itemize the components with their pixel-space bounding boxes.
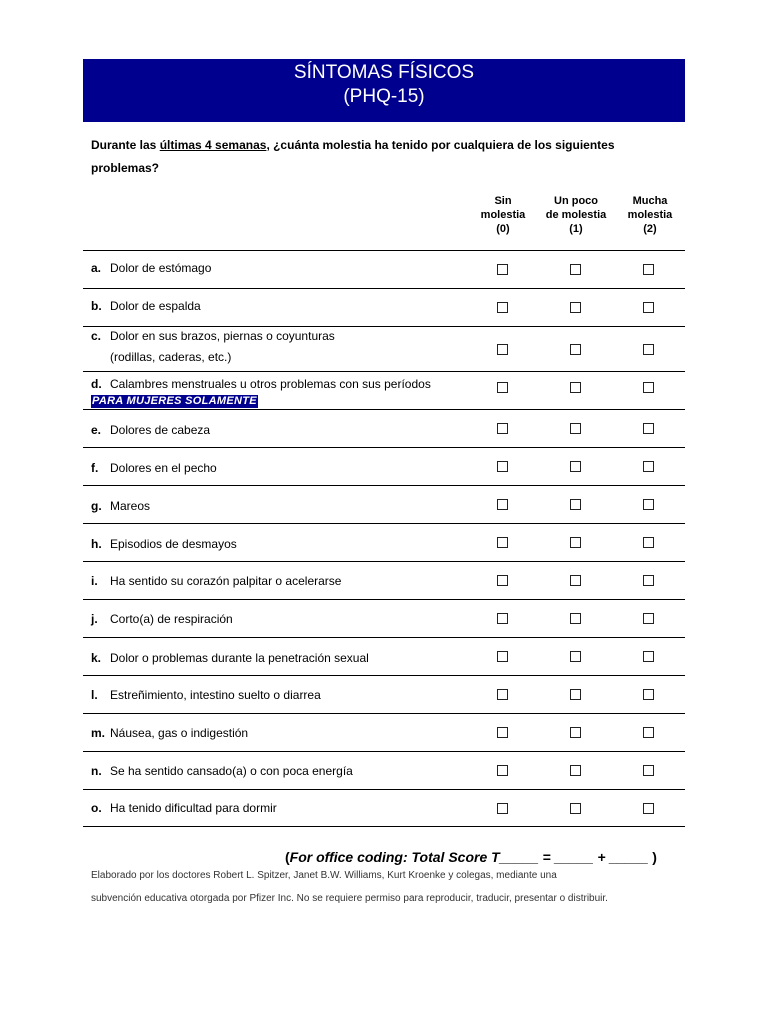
- instructions-period: últimas 4 semanas: [159, 138, 267, 152]
- checkbox-h-0[interactable]: [497, 537, 508, 548]
- symptom-item: [91, 798, 277, 819]
- checkbox-h-2[interactable]: [643, 537, 654, 548]
- checkbox-g-0[interactable]: [497, 499, 508, 510]
- item-text: Calambres menstruales u otros problemas con sus períodos: [110, 377, 431, 391]
- row-divider: [83, 675, 685, 676]
- item-text: Dolor de estómago: [110, 261, 212, 275]
- item-letter: l.: [91, 688, 98, 702]
- checkbox-a-0[interactable]: [497, 264, 508, 275]
- item-letter: i.: [91, 574, 98, 588]
- row-divider: [83, 371, 685, 372]
- checkbox-n-2[interactable]: [643, 765, 654, 776]
- checkbox-e-2[interactable]: [643, 423, 654, 434]
- item-letter: m.: [91, 726, 106, 740]
- column-header-line: (1): [569, 223, 583, 235]
- symptom-item: [91, 258, 211, 279]
- checkbox-o-1[interactable]: [570, 803, 581, 814]
- item-text: Episodios de desmayos: [110, 537, 237, 551]
- item-letter: a.: [91, 261, 102, 275]
- column-header-line: Sin: [494, 195, 512, 207]
- instructions-part1: Durante las: [91, 138, 160, 152]
- item-text: Dolores en el pecho: [110, 461, 217, 475]
- item-subtext: (rodillas, caderas, etc.): [110, 350, 232, 364]
- checkbox-m-0[interactable]: [497, 727, 508, 738]
- item-text: Náusea, gas o indigestión: [110, 726, 249, 740]
- checkbox-d-0[interactable]: [497, 382, 508, 393]
- item-letter: o.: [91, 801, 102, 815]
- checkbox-j-2[interactable]: [643, 613, 654, 624]
- checkbox-i-2[interactable]: [643, 575, 654, 586]
- item-letter: j.: [91, 612, 98, 626]
- row-divider: [83, 599, 685, 600]
- item-letter: h.: [91, 537, 102, 551]
- symptom-item: [91, 534, 237, 555]
- row-divider: [83, 561, 685, 562]
- item-text: Estreñimiento, intestino suelto o diarrea: [110, 688, 321, 702]
- symptom-item: [91, 761, 353, 782]
- item-letter: d.: [91, 377, 102, 391]
- checkbox-c-1[interactable]: [570, 344, 581, 355]
- checkbox-k-0[interactable]: [497, 651, 508, 662]
- checkbox-i-0[interactable]: [497, 575, 508, 586]
- column-header-line: molestia: [480, 209, 526, 221]
- checkbox-c-0[interactable]: [497, 344, 508, 355]
- checkbox-l-1[interactable]: [570, 689, 581, 700]
- checkbox-i-1[interactable]: [570, 575, 581, 586]
- checkbox-b-2[interactable]: [643, 302, 654, 313]
- item-letter: n.: [91, 764, 102, 778]
- item-text: Dolor en sus brazos, piernas o coyunturas: [110, 329, 335, 343]
- row-divider: [83, 409, 685, 410]
- row-divider: [83, 485, 685, 486]
- column-header-line: molestia: [627, 209, 673, 221]
- symptom-item: [91, 685, 321, 706]
- checkbox-d-1[interactable]: [570, 382, 581, 393]
- checkbox-b-1[interactable]: [570, 302, 581, 313]
- footer-line: subvención educativa otorgada por Pfizer Inc. No se requiere permiso para reproducir, traducir, presentar o distribuir.: [91, 893, 608, 904]
- symptom-item: [91, 496, 150, 517]
- checkbox-k-1[interactable]: [570, 651, 581, 662]
- office-coding: [285, 849, 657, 865]
- checkbox-h-1[interactable]: [570, 537, 581, 548]
- column-header-line: Un poco: [554, 195, 598, 207]
- symptom-item: [91, 723, 248, 744]
- checkbox-j-0[interactable]: [497, 613, 508, 624]
- row-divider: [83, 250, 685, 251]
- women-only-note: PARA MUJERES SOLAMENTE: [92, 395, 257, 407]
- item-letter: b.: [91, 299, 102, 313]
- item-text: Dolor o problemas durante la penetración sexual: [110, 651, 369, 665]
- column-header-line: Mucha: [632, 195, 668, 207]
- checkbox-m-1[interactable]: [570, 727, 581, 738]
- row-divider: [83, 751, 685, 752]
- office-coding-label: For office coding: Total Score T_____ = _____ + _____: [289, 849, 649, 865]
- checkbox-m-2[interactable]: [643, 727, 654, 738]
- column-header-line: (2): [643, 223, 657, 235]
- checkbox-e-1[interactable]: [570, 423, 581, 434]
- checkbox-n-0[interactable]: [497, 765, 508, 776]
- row-divider: [83, 447, 685, 448]
- footer-credits: [91, 864, 691, 910]
- symptom-item: [91, 609, 233, 630]
- item-text: Corto(a) de respiración: [110, 612, 233, 626]
- row-divider: [83, 637, 685, 638]
- checkbox-e-0[interactable]: [497, 423, 508, 434]
- checkbox-o-2[interactable]: [643, 803, 654, 814]
- checkbox-l-2[interactable]: [643, 689, 654, 700]
- symptom-item: [91, 420, 210, 441]
- item-letter: g.: [91, 499, 102, 513]
- checkbox-g-1[interactable]: [570, 499, 581, 510]
- column-header-line: (0): [496, 223, 510, 235]
- checkbox-d-2[interactable]: [643, 382, 654, 393]
- page-title: SÍNTOMAS FÍSICOS: [293, 62, 475, 83]
- checkbox-n-1[interactable]: [570, 765, 581, 776]
- item-letter: e.: [91, 423, 102, 437]
- checkbox-a-1[interactable]: [570, 264, 581, 275]
- row-divider: [83, 713, 685, 714]
- checkbox-b-0[interactable]: [497, 302, 508, 313]
- row-divider: [83, 789, 685, 790]
- item-text: Mareos: [110, 499, 151, 513]
- checkbox-j-1[interactable]: [570, 613, 581, 624]
- item-letter: f.: [91, 461, 99, 475]
- item-text: Ha tenido dificultad para dormir: [110, 801, 277, 815]
- checkbox-c-2[interactable]: [643, 344, 654, 355]
- checkbox-f-1[interactable]: [570, 461, 581, 472]
- office-coding-close: ): [648, 849, 657, 865]
- footer-line: Elaborado por los doctores Robert L. Spitzer, Janet B.W. Williams, Kurt Kroenke y colegas, mediante una: [91, 870, 557, 881]
- symptom-item: [91, 374, 431, 408]
- row-divider: [83, 523, 685, 524]
- item-letter: k.: [91, 651, 102, 665]
- checkbox-f-2[interactable]: [643, 461, 654, 472]
- checkbox-k-2[interactable]: [643, 651, 654, 662]
- checkbox-o-0[interactable]: [497, 803, 508, 814]
- symptom-item: [91, 648, 369, 669]
- symptom-item: [91, 571, 341, 592]
- checkbox-f-0[interactable]: [497, 461, 508, 472]
- item-text: Dolores de cabeza: [110, 423, 211, 437]
- office-coding-open: (: [285, 849, 290, 865]
- item-text: Ha sentido su corazón palpitar o acelerarse: [110, 574, 342, 588]
- item-letter: c.: [91, 329, 102, 343]
- instructions-part2: , ¿cuánta molestia ha tenido por cualquiera de los siguientes problemas?: [91, 138, 615, 175]
- row-divider: [83, 288, 685, 289]
- page-subtitle: (PHQ-15): [343, 86, 425, 107]
- symptom-item: [91, 296, 201, 317]
- symptom-item: [91, 326, 335, 368]
- checkbox-a-2[interactable]: [643, 264, 654, 275]
- column-header-line: de molestia: [545, 209, 607, 221]
- row-divider: [83, 826, 685, 827]
- checkbox-g-2[interactable]: [643, 499, 654, 510]
- item-text: Se ha sentido cansado(a) o con poca energía: [110, 764, 353, 778]
- item-text: Dolor de espalda: [110, 299, 201, 313]
- symptom-item: [91, 458, 217, 479]
- checkbox-l-0[interactable]: [497, 689, 508, 700]
